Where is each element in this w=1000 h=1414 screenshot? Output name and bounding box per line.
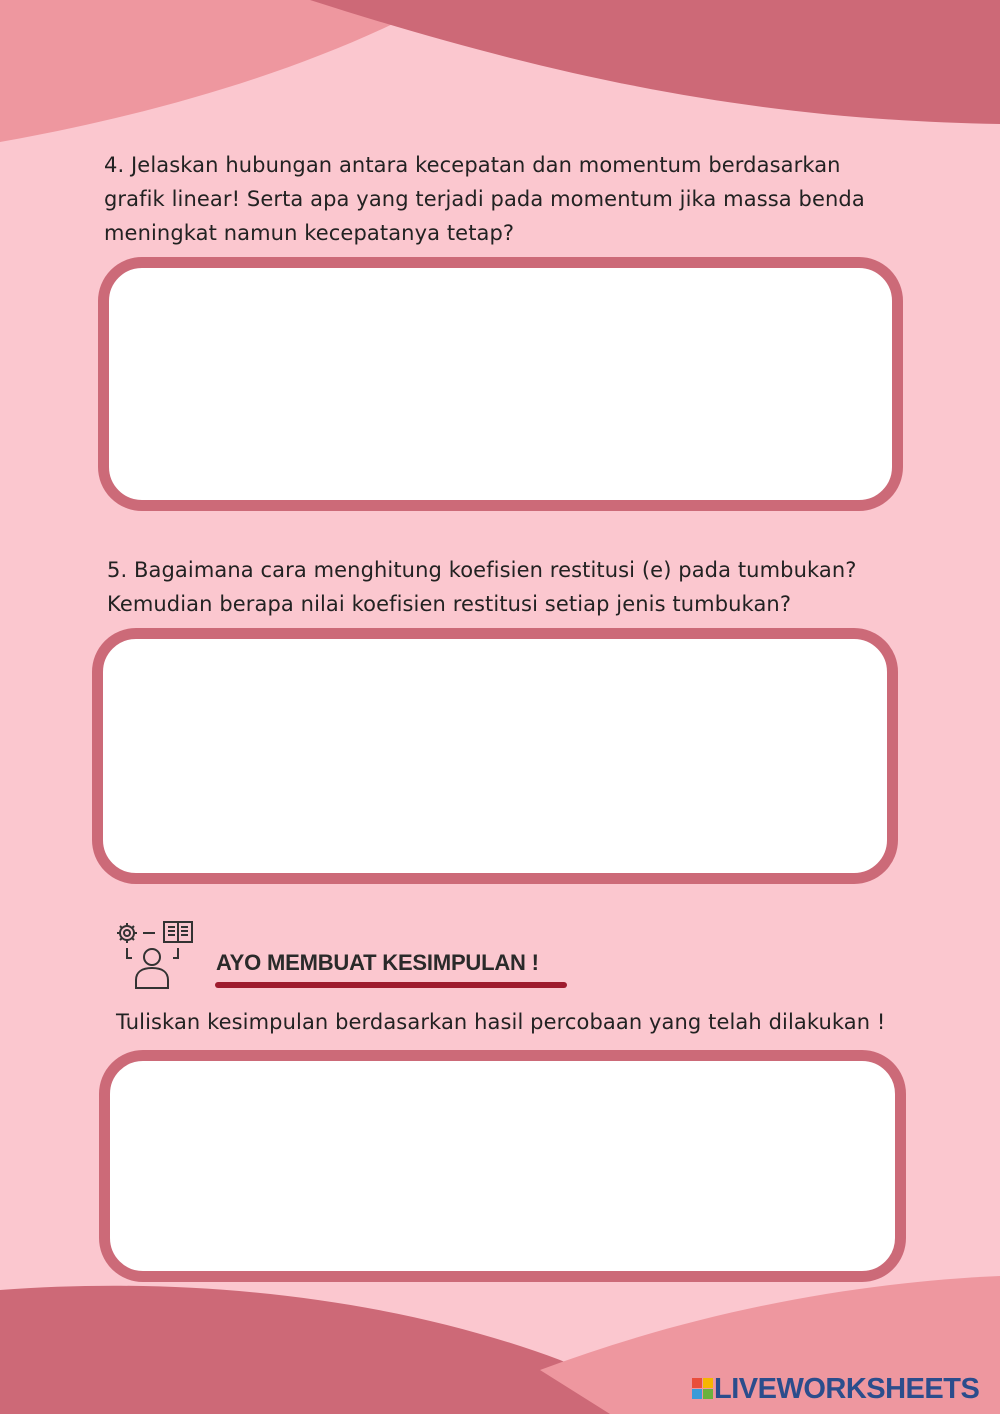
answer-box-conclusion[interactable] bbox=[99, 1050, 906, 1282]
brand-name: LIVEWORKSHEETS bbox=[714, 1372, 980, 1405]
liveworksheets-logo bbox=[692, 1374, 979, 1404]
person-icon bbox=[127, 948, 178, 988]
question-5-text: 5. Bagaimana cara menghitung koefisien restitusi (e) pada tumbukan? Kemudian berapa nilai koefisien restitusi setiap jenis tumbukan? bbox=[107, 558, 857, 616]
conclusion-instruction: Tuliskan kesimpulan berdasarkan hasil percobaan yang telah dilakukan ! bbox=[116, 1010, 886, 1034]
answer-box-question-5[interactable] bbox=[92, 628, 898, 884]
logo-icon bbox=[692, 1377, 714, 1401]
conclusion-heading: AYO MEMBUAT KESIMPULAN ! bbox=[216, 950, 539, 975]
conclusion-icon bbox=[112, 918, 196, 992]
answer-box-question-4[interactable] bbox=[98, 257, 903, 511]
book-icon bbox=[164, 922, 192, 942]
heading-underline bbox=[215, 982, 567, 988]
gear-icon bbox=[117, 923, 137, 943]
question-4-text: 4. Jelaskan hubungan antara kecepatan dan momentum berdasarkan grafik linear! Serta apa yang terjadi pada momentum jika massa benda meningkat namun kecepatanya tetap? bbox=[104, 153, 865, 245]
